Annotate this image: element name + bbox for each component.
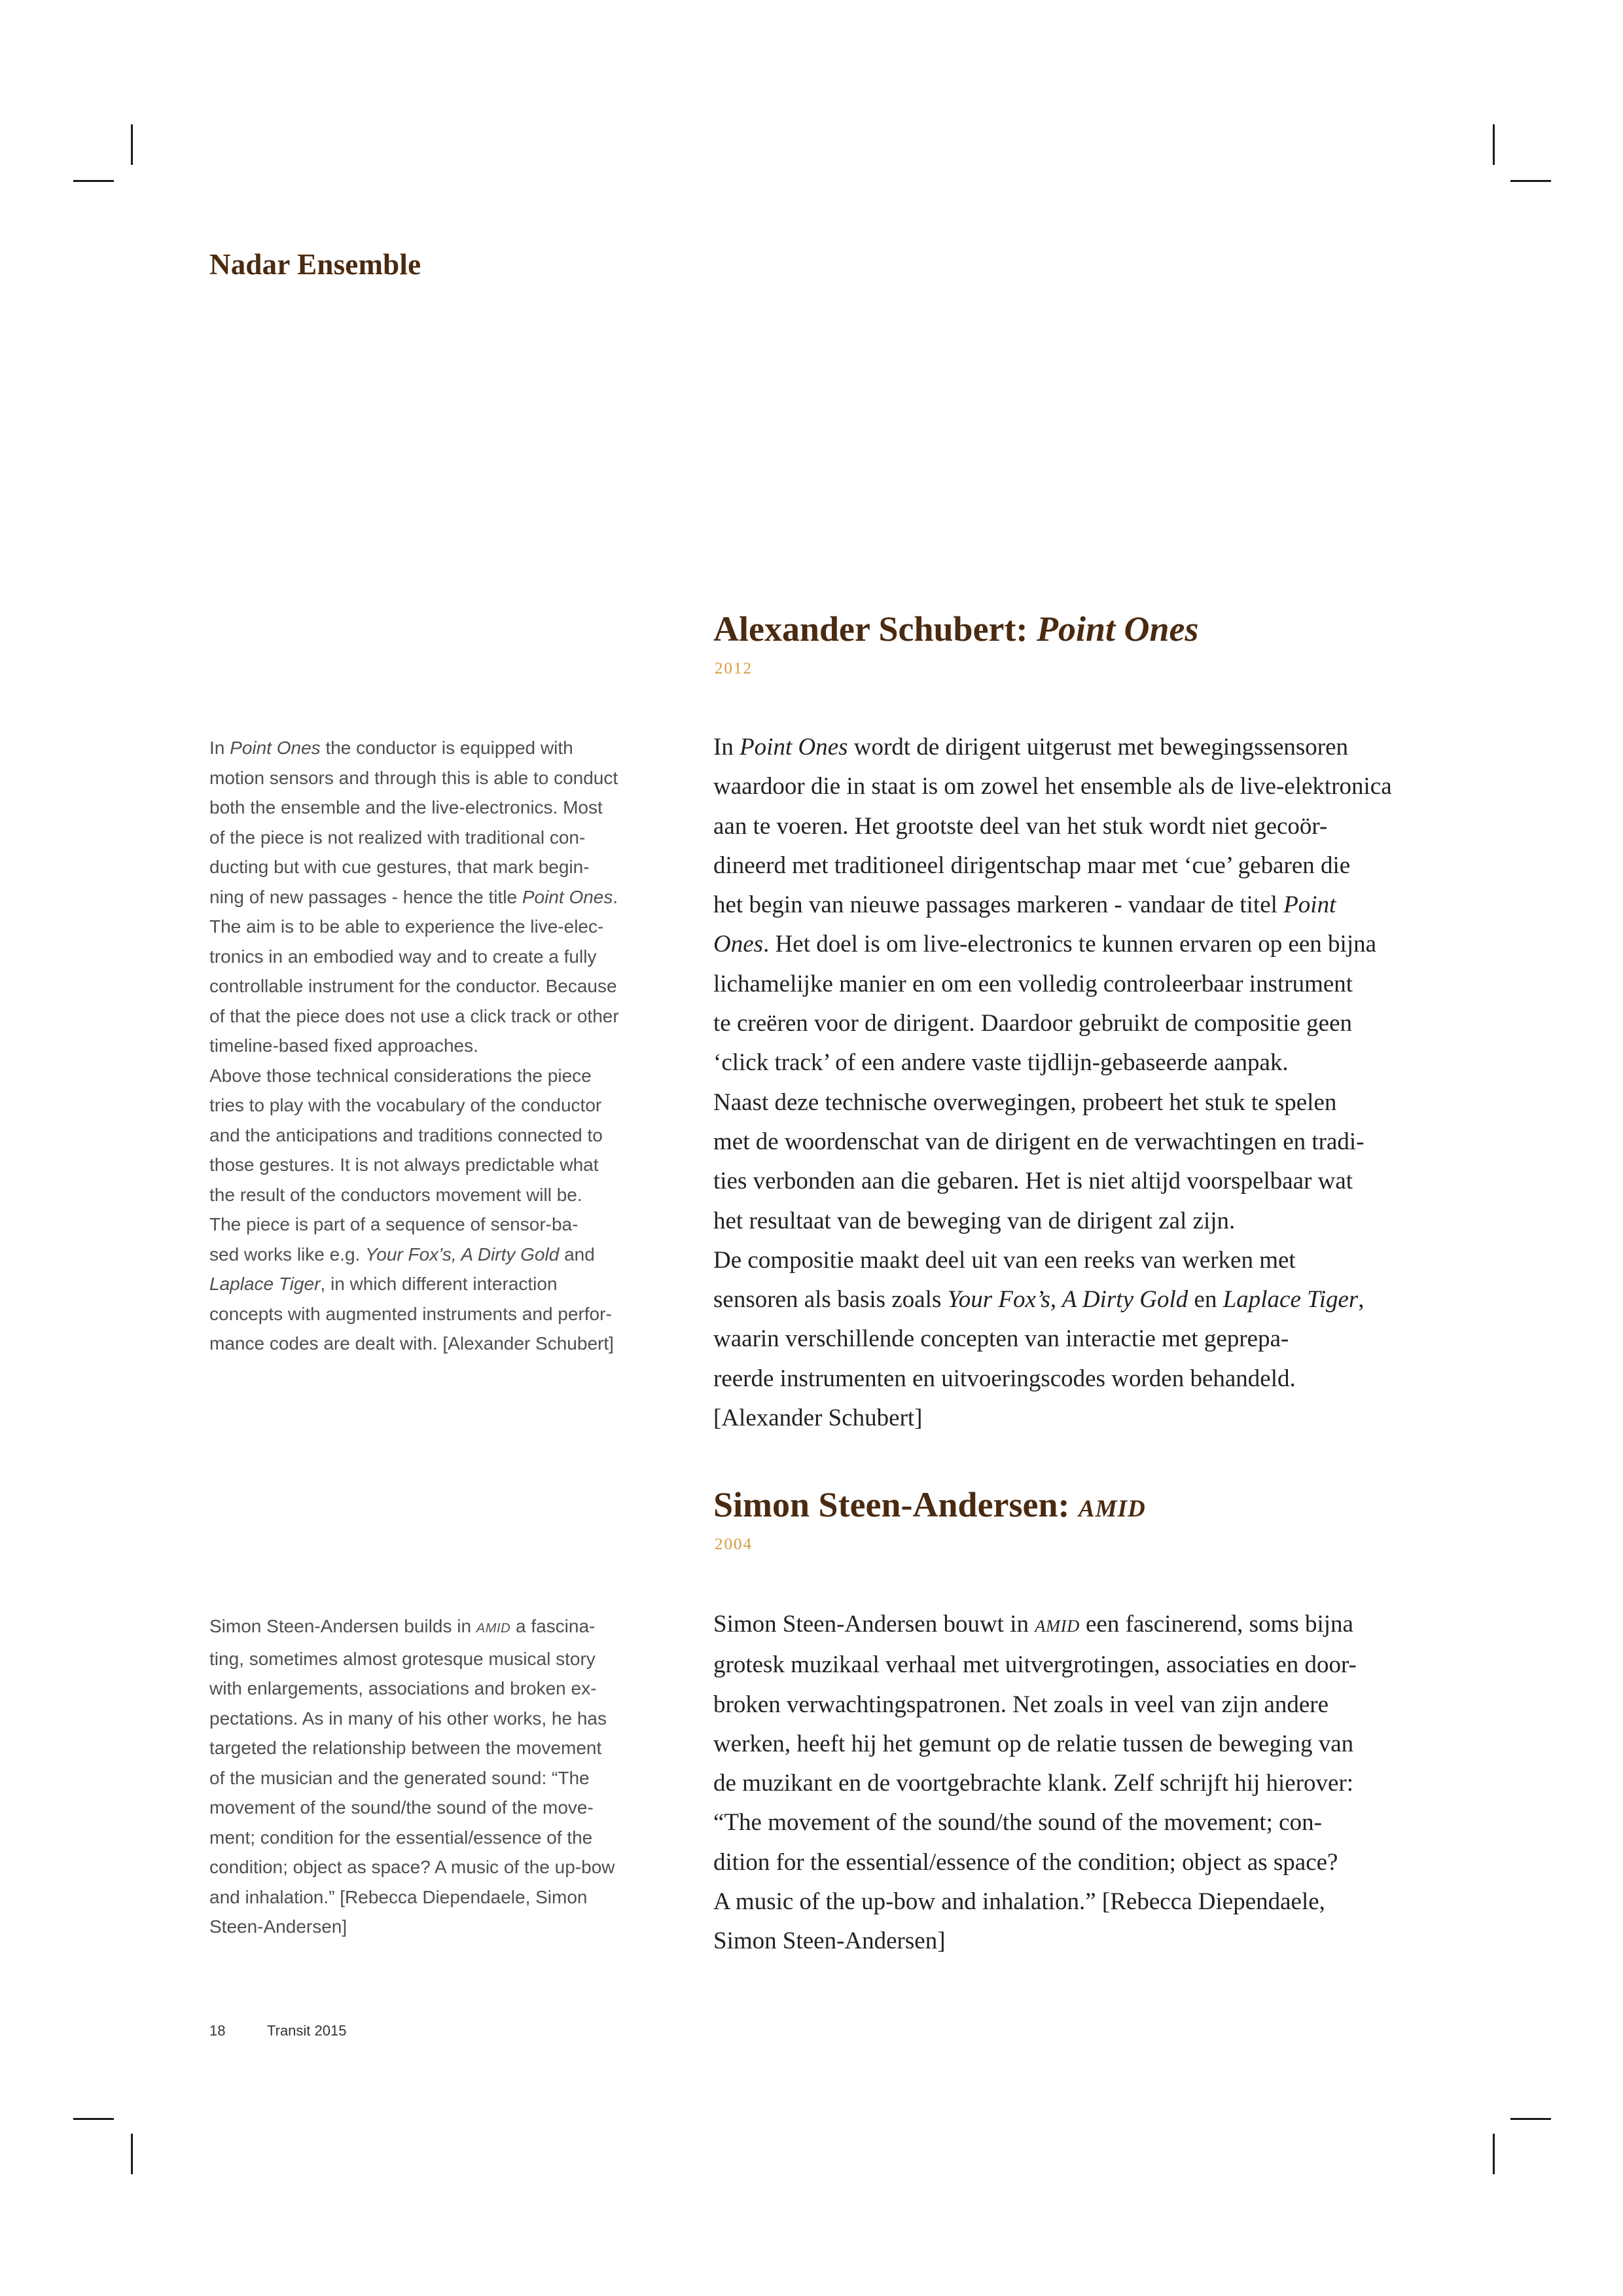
crop-mark (1493, 124, 1495, 165)
text-line: the result of the conductors movement will be. (209, 1184, 582, 1205)
text-line: movement of the sound/the sound of the move- (209, 1797, 594, 1818)
piece-year: 2012 (715, 660, 753, 677)
text-line: grotesk muzikaal verhaal met uitvergrotingen, associaties en door- (713, 1651, 1357, 1679)
text-line: ties verbonden aan die gebaren. Het is niet altijd voorspelbaar wat (713, 1168, 1353, 1195)
text-line: controllable instrument for the conductor. Because (209, 976, 617, 996)
text-line: [Alexander Schubert] (713, 1405, 923, 1432)
text-line: The aim is to be able to experience the live-elec- (209, 916, 604, 937)
text-line: condition; object as space? A music of the up-bow (209, 1857, 615, 1877)
text-line: tronics in an embodied way and to create a fully (209, 946, 597, 967)
text-line: het resultaat van de beweging van de dirigent zal zijn. (713, 1207, 1236, 1234)
piece-title (713, 1484, 1146, 1525)
text-line: concepts with augmented instruments and perfor- (209, 1303, 612, 1324)
text-line: “The movement of the sound/the sound of the movement; con- (713, 1809, 1322, 1837)
text-line: of that the piece does not use a click track or other (209, 1005, 619, 1026)
text-line: those gestures. It is not always predictable what (209, 1155, 599, 1175)
dutch-text (713, 1605, 1394, 1962)
work-title: Point Ones (1037, 609, 1199, 649)
text-line: ment; condition for the essential/essence of the (209, 1827, 593, 1848)
text-line: pectations. As in many of his other works, he has (209, 1708, 607, 1729)
text-line: te creëren voor de dirigent. Daardoor gebruikt de compositie geen (713, 1010, 1353, 1037)
text-line: het begin van nieuwe passages markeren - vandaar de titel Point (713, 891, 1336, 919)
text-line: Above those technical considerations the piece (209, 1065, 592, 1086)
text-line: The piece is part of a sequence of sensor-ba- (209, 1214, 579, 1234)
text-line: ‘click track’ of een andere vaste tijdlijn-gebaseerde aanpak. (713, 1049, 1289, 1077)
text-line: of the musician and the generated sound: “The (209, 1767, 590, 1788)
text-line: waardoor die in staat is om zowel het ensemble als de live-elektronica (713, 773, 1392, 800)
text-line: motion sensors and through this is able to conduct (209, 767, 618, 788)
crop-mark (1493, 2134, 1495, 2174)
text-line: and inhalation.” [Rebecca Diependaele, Simon (209, 1886, 588, 1907)
composer-name: Simon Steen-Andersen: (713, 1485, 1070, 1524)
text-line: ducting but with cue gestures, that mark begin- (209, 857, 590, 877)
text-line: De compositie maakt deel uit van een reeks van werken met (713, 1246, 1296, 1274)
piece-title (713, 609, 1199, 649)
text-line: aan te voeren. Het grootste deel van het stuk wordt niet gecoör- (713, 812, 1328, 840)
crop-mark (73, 2118, 114, 2120)
text-line: Naast deze technische overwegingen, probeert het stuk te spelen (713, 1088, 1337, 1116)
text-line: tries to play with the vocabulary of the conductor (209, 1095, 602, 1115)
text-line: and the anticipations and traditions connected to (209, 1124, 603, 1145)
text-line: timeline-based fixed approaches. (209, 1035, 478, 1056)
text-line: In Point Ones the conductor is equipped with (209, 738, 573, 758)
work-title: AMID (1079, 1496, 1146, 1522)
text-line: reerde instrumenten en uitvoeringscodes worden behandeld. (713, 1365, 1296, 1392)
text-line: lichamelijke manier en om een volledig controleerbaar instrument (713, 970, 1353, 997)
crop-mark (1510, 2118, 1551, 2120)
page-number: 18 (209, 2022, 226, 2039)
crop-mark (131, 2134, 133, 2174)
text-line: dineerd met traditioneel dirigentschap maar met ‘cue’ gebaren die (713, 852, 1351, 879)
text-line: sed works like e.g. Your Fox’s, A Dirty Gold and (209, 1244, 595, 1265)
text-line: A music of the up-bow and inhalation.” [Rebecca Diependaele, (713, 1888, 1325, 1916)
text-line: sensoren als basis zoals Your Fox’s, A Dirty Gold en Laplace Tiger, (713, 1286, 1364, 1314)
section-title: Nadar Ensemble (209, 248, 421, 281)
text-line: Simon Steen-Andersen bouwt in AMID een fascinerend, soms bijna (713, 1611, 1353, 1638)
piece-year: 2004 (715, 1535, 753, 1553)
text-line: mance codes are dealt with. [Alexander Schubert] (209, 1333, 614, 1354)
publication-name: Transit 2015 (267, 2022, 347, 2039)
crop-mark (1510, 180, 1551, 182)
text-line: ning of new passages - hence the title Point Ones. (209, 886, 618, 907)
text-line: dition for the essential/essence of the condition; object as space? (713, 1848, 1338, 1876)
dutch-text (713, 728, 1394, 1438)
text-line: of the piece is not realized with traditional con- (209, 827, 586, 848)
text-line: met de woordenschat van de dirigent en de verwachtingen en tradi- (713, 1128, 1364, 1155)
text-line: targeted the relationship between the movement (209, 1738, 602, 1758)
text-line: Simon Steen-Andersen] (713, 1928, 946, 1955)
text-line: waarin verschillende concepten van interactie met geprepa- (713, 1325, 1289, 1353)
text-line: Steen-Andersen] (209, 1916, 348, 1937)
text-line: In Point Ones wordt de dirigent uitgerust met bewegingssensoren (713, 734, 1349, 761)
composer-name: Alexander Schubert: (713, 609, 1028, 649)
crop-mark (131, 124, 133, 165)
text-line: both the ensemble and the live-electronics. Most (209, 797, 603, 817)
crop-mark (73, 180, 114, 182)
text-line: Simon Steen-Andersen builds in AMID a fascina- (209, 1616, 596, 1636)
english-text (209, 1611, 668, 1942)
text-line: werken, heeft hij het gemunt op de relatie tussen de beweging van (713, 1730, 1354, 1757)
text-line: Ones. Het doel is om live-electronics te kunnen ervaren op een bijna (713, 931, 1377, 958)
text-line: Laplace Tiger, in which different interaction (209, 1274, 558, 1294)
text-line: ting, sometimes almost grotesque musical story (209, 1648, 596, 1669)
english-text (209, 733, 668, 1359)
text-line: de muzikant en de voortgebrachte klank. Zelf schrijft hij hierover: (713, 1770, 1354, 1797)
text-line: broken verwachtingspatronen. Net zoals in veel van zijn andere (713, 1691, 1329, 1718)
text-line: with enlargements, associations and broken ex- (209, 1678, 597, 1698)
